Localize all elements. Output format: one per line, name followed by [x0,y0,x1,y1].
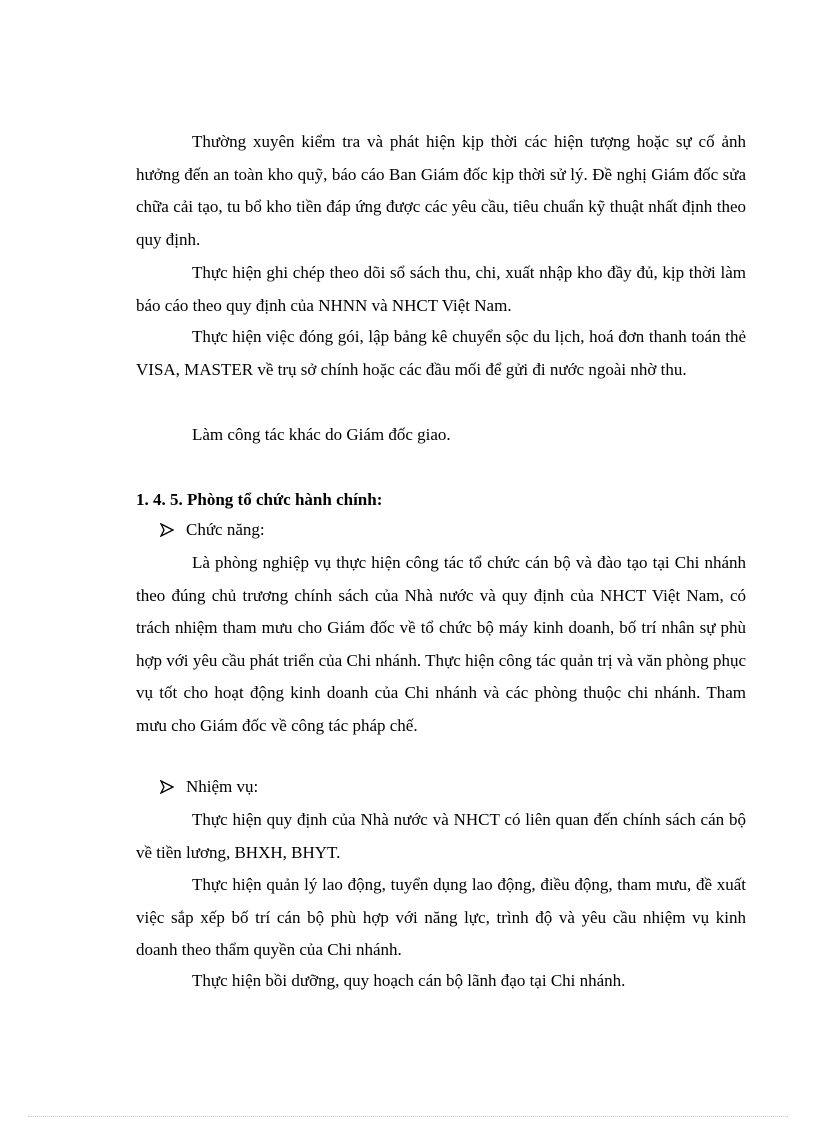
arrowhead-bullet-icon [160,780,174,794]
paragraph-function: Là phòng nghiệp vụ thực hiện công tác tổ chức cán bộ và đào tạo tại Chi nhánh theo đúng chủ trương chính sách của Nhà nước và quy định của NHCT Việt Nam, có trách nhiệm tham mưu cho Giám đốc về tổ chức bộ máy kinh doanh, bố trí nhân sự phù hợp với yêu cầu phát triển của Chi nhánh. Thực hiện công tác quản trị và văn phòng phục vụ tốt cho hoạt động kinh doanh của Chi nhánh và các phòng thuộc chi nhánh. Tham mưu cho Giám đốc về công tác pháp chế. [136,553,746,735]
function-label: Chức năng: [186,520,265,539]
paragraph-bookkeeping: Thực hiện ghi chép theo dõi sổ sách thu, chi, xuất nhập kho đầy đủ, kịp thời làm báo cáo theo quy định của NHNN và NHCT Việt Nam. [136,263,746,315]
bullet-duty [160,771,258,803]
paragraph-packaging: Thực hiện việc đóng gói, lập bảng kê chuyển sộc du lịch, hoá đơn thanh toán thẻ VISA, MASTER về trụ sở chính hoặc các đầu mối để gửi đi nước ngoài nhờ thu. [136,327,746,379]
paragraph-other-tasks: Làm công tác khác do Giám đốc giao. [192,425,451,444]
paragraph-vault-inspection: Thường xuyên kiểm tra và phát hiện kịp thời các hiện tượng hoặc sự cố ảnh hưởng đến an toàn kho quỹ, báo cáo Ban Giám đốc kịp thời sử lý. Đề nghị Giám đốc sửa chữa cải tạo, tu bổ kho tiền đáp ứng được các yêu cầu, tiêu chuẩn kỹ thuật nhất định theo quy định. [136,132,746,249]
paragraph-duty-training: Thực hiện bồi dưỡng, quy hoạch cán bộ lãnh đạo tại Chi nhánh. [192,971,626,990]
duty-label: Nhiệm vụ: [186,777,259,796]
paragraph-duty-policy: Thực hiện quy định của Nhà nước và NHCT có liên quan đến chính sách cán bộ về tiền lương, BHXH, BHYT. [136,810,746,862]
paragraph-duty-labor: Thực hiện quản lý lao động, tuyển dụng lao động, điều động, tham mưu, đề xuất việc sắp xếp bố trí cán bộ phù hợp với năng lực, trình độ và yêu cầu nhiệm vụ kinh doanh theo thẩm quyền của Chi nhánh. [136,875,746,960]
page-bottom-divider [28,1116,788,1117]
arrowhead-bullet-icon [160,523,174,537]
section-heading: 1. 4. 5. Phòng tổ chức hành chính: [136,490,383,509]
bullet-function [160,514,265,546]
